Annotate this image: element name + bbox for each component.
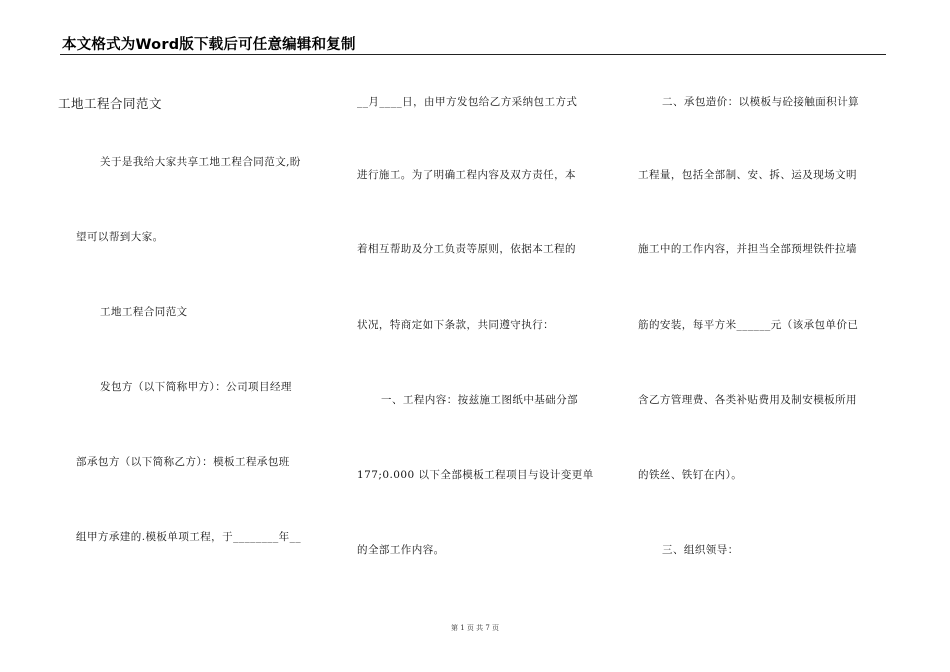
paragraph-line: 工程量，包括全部制、安、拆、运及现场文明	[638, 169, 857, 181]
paragraph-line: 含乙方管理费、各类补贴费用及制安模板所用	[638, 394, 857, 406]
paragraph-line: 的全部工作内容。	[357, 544, 445, 556]
paragraph-line: 关于是我给大家共享工地工程合同范文,盼	[100, 156, 301, 168]
document-banner: 本文格式为Word版下载后可任意编辑和复制	[62, 37, 356, 53]
paragraph-line: 着相互帮助及分工负责等原则，依据本工程的	[357, 243, 576, 255]
text-column-1	[76, 0, 320, 672]
paragraph-line: 筋的安装，每平方米______元（该承包单价已	[638, 319, 859, 331]
paragraph-line: 工地工程合同范文	[100, 306, 188, 318]
text-column-3	[638, 0, 882, 672]
paragraph-line: 三、组织领导：	[662, 544, 739, 556]
paragraph-line: 部承包方（以下简称乙方）：模板工程承包班	[76, 456, 290, 468]
paragraph-line: 望可以帮到大家。	[76, 231, 164, 243]
document-title: 工地工程合同范文	[58, 96, 163, 111]
page-number: 第 1 页 共 7 页	[450, 624, 500, 632]
paragraph-line: 177;0.000 以下全部模板工程项目与设计变更单	[357, 469, 594, 481]
paragraph-line: 进行施工。为了明确工程内容及双方责任，本	[357, 169, 576, 181]
paragraph-line: 二、承包造价：以模板与砼接触面积计算	[662, 96, 860, 108]
paragraph-line: __月____日，由甲方发包给乙方采纳包工方式	[357, 96, 578, 108]
paragraph-line: 一、工程内容：按兹施工图纸中基础分部	[381, 394, 579, 406]
paragraph-line: 组甲方承建的.模板单项工程，于________年__	[76, 531, 302, 543]
paragraph-line: 状况，特商定如下条款，共同遵守执行：	[357, 319, 555, 331]
paragraph-line: 施工中的工作内容，并担当全部预埋铁件拉墙	[638, 243, 857, 255]
paragraph-line: 发包方（以下简称甲方）：公司项目经理	[100, 381, 292, 393]
paragraph-line: 的铁丝、铁钉在内）。	[638, 469, 743, 481]
text-column-2	[357, 0, 599, 672]
